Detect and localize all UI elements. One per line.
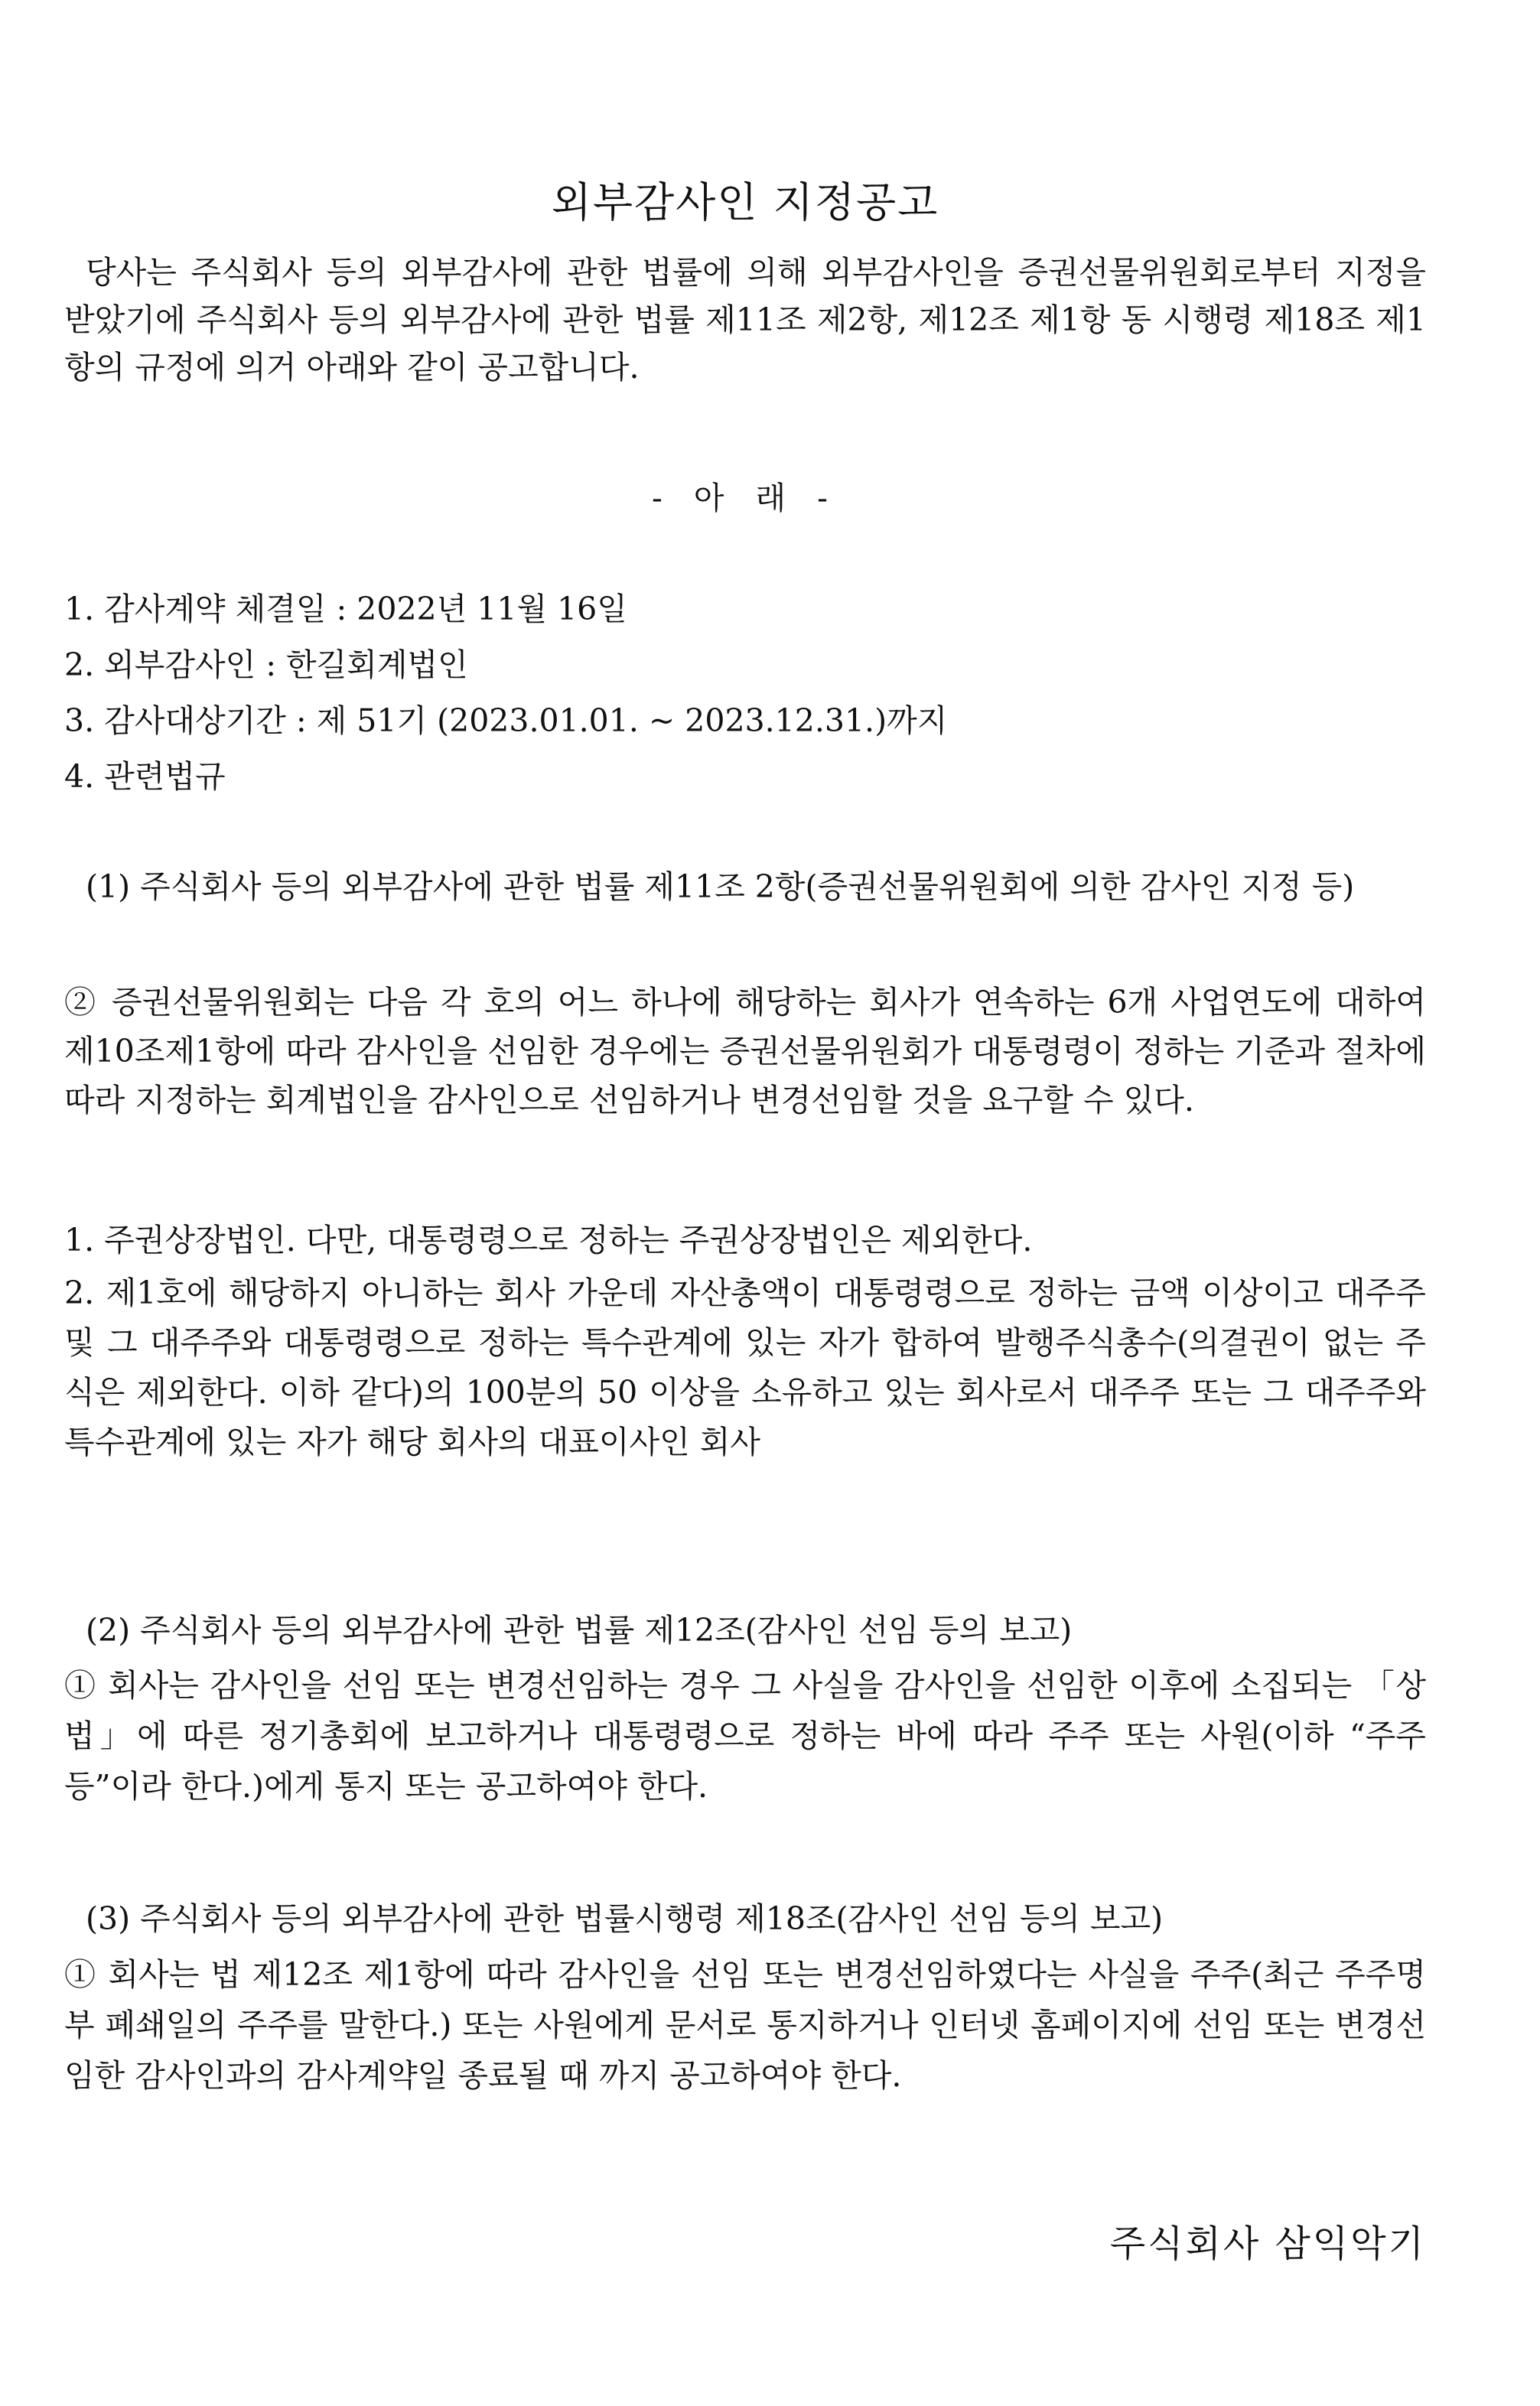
law1-clause: ② 증권선물위원회는 다음 각 호의 어느 하나에 해당하는 회사가 연속하는 6개 사업연도에 대하여 제10조제1항에 따라 감사인을 선임한 경우에는 증권선물위원회가 대통령령이 정하는 기준과 절차에 따라 지정하는 회계법인을 감사인으로 선임하거나 변경선임할 것을 요구할 수 있다. [64, 984, 1426, 1118]
law2-heading: (2) 주식회사 등의 외부감사에 관한 법률 제12조(감사인 선임 등의 보고) [86, 1612, 1073, 1649]
item-audit-period: 3. 감사대상기간 : 제 51기 (2023.01.01. ~ 2023.12.31.)까지 [64, 702, 948, 739]
item-related-laws: 4. 관련법규 [64, 758, 226, 795]
law1-heading: (1) 주식회사 등의 외부감사에 관한 법률 제11조 2항(증권선물위원회에 의한 감사인 지정 등) [86, 868, 1355, 905]
law1-sub2: 2. 제1호에 해당하지 아니하는 회사 가운데 자산총액이 대통령령으로 정하는 금액 이상이고 대주주 및 그 대주주와 대통령령으로 정하는 특수관계에 있는 자가 합하여 발행주식총수(의결권이 없는 주식은 제외한다. 이하 같다)의 100분의 50 이상을 소유하고 있는 회사로서 대주주 또는 그 대주주와 특수관계에 있는 자가 해당 회사의 대표이사인 회사 [64, 1275, 1426, 1460]
company-signature: 주식회사 삼익악기 [1109, 2222, 1426, 2265]
law2-clause: ① 회사는 감사인을 선임 또는 변경선임하는 경우 그 사실을 감사인을 선임한 이후에 소집되는 「상법」에 따른 정기총회에 보고하거나 대통령령으로 정하는 바에 따라 주주 또는 사원(이하 “주주등”이라 한다.)에게 통지 또는 공고하여야 한다. [64, 1667, 1426, 1805]
below-marker: - 아 래 - [651, 480, 839, 516]
law3-heading: (3) 주식회사 등의 외부감사에 관한 법률시행령 제18조(감사인 선임 등의 보고) [86, 1900, 1164, 1937]
law3-clause: ① 회사는 법 제12조 제1항에 따라 감사인을 선임 또는 변경선임하였다는 사실을 주주(최근 주주명부 폐쇄일의 주주를 말한다.) 또는 사원에게 문서로 통지하거나 인터넷 홈페이지에 선임 또는 변경선임한 감사인과의 감사계약일 종료될 때 까지 공고하여야 한다. [64, 1956, 1426, 2094]
intro-paragraph: 당사는 주식회사 등의 외부감사에 관한 법률에 의해 외부감사인을 증권선물위원회로부터 지정을 받았기에 주식회사 등의 외부감사에 관한 법률 제11조 제2항, 제12조 제1항 동 시행령 제18조 제1항의 규정에 의거 아래와 같이 공고합니다. [64, 254, 1426, 386]
document-title: 외부감사인 지정공고 [551, 178, 939, 226]
item-auditor: 2. 외부감사인 : 한길회계법인 [64, 646, 468, 683]
law1-sub1: 1. 주권상장법인. 다만, 대통령령으로 정하는 주권상장법인은 제외한다. [64, 1222, 1033, 1258]
item-contract-date: 1. 감사계약 체결일 : 2022년 11월 16일 [64, 591, 627, 627]
